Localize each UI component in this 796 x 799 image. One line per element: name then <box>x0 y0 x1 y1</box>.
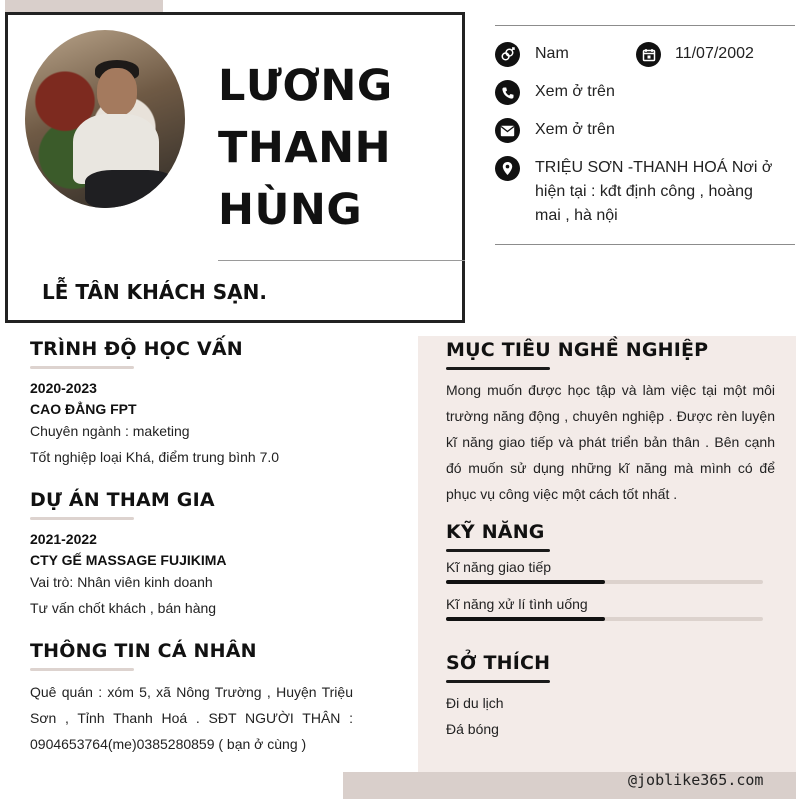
email-icon <box>495 118 520 143</box>
name-line-2: THANH <box>218 123 392 173</box>
skills-underline <box>446 549 550 552</box>
location-icon <box>495 156 520 181</box>
hobbies-underline <box>446 680 550 683</box>
personal-section <box>30 640 353 757</box>
gender-icon <box>495 42 520 67</box>
contact-divider-bottom <box>495 244 795 245</box>
projects-underline <box>30 517 134 520</box>
objective-section <box>446 339 775 507</box>
skill-label-1: Kĩ năng giao tiếp <box>446 559 552 575</box>
skills-title: KỸ NĂNG <box>446 521 545 543</box>
projects-title: DỰ ÁN THAM GIA <box>30 489 215 511</box>
phone-value: Xem ở trên <box>535 83 615 100</box>
full-name <box>218 55 458 241</box>
personal-title: THÔNG TIN CÁ NHÂN <box>30 640 257 662</box>
calendar-icon <box>636 42 661 67</box>
objective-text: Mong muốn được học tập và làm việc tại một môi trường năng động , chuyên nghiệp . Được rèn luyện kĩ năng giao tiếp và phát triển bản thân . Bên cạnh đó muốn sử dụng những kĩ năng mà mình có để phục vụ công việc một cách tốt nhất . <box>446 382 775 502</box>
skill-label-2: Kĩ năng xử lí tình uống <box>446 596 588 612</box>
skills-section <box>446 521 763 621</box>
skill-bar-1 <box>446 580 763 584</box>
hobbies-section <box>446 652 763 742</box>
skill-bar-fill-2 <box>446 617 605 621</box>
education-school: CAO ĐẲNG FPT <box>30 401 137 417</box>
skill-bar-2 <box>446 617 763 621</box>
name-line-1: LƯƠNG <box>218 61 393 111</box>
education-section <box>30 338 355 470</box>
name-divider <box>218 260 465 261</box>
address-value: TRIỆU SƠN -THANH HOÁ Nơi ở hiện tại : kđt định công , hoàng mai , hà nội <box>535 159 773 224</box>
projects-company: CTY GẾ MASSAGE FUJIKIMA <box>30 552 227 568</box>
objective-underline <box>446 367 550 370</box>
skill-bar-fill-1 <box>446 580 605 584</box>
job-title: LỄ TÂN KHÁCH SẠN. <box>42 280 267 304</box>
hobby-item-2: Đá bóng <box>446 721 499 737</box>
hobby-item-1: Đi du lịch <box>446 695 504 711</box>
education-underline <box>30 366 134 369</box>
email-value: Xem ở trên <box>535 121 615 138</box>
phone-icon <box>495 80 520 105</box>
hobbies-title: SỞ THÍCH <box>446 652 551 674</box>
birthdate-value: 11/07/2002 <box>675 45 754 62</box>
gender-value: Nam <box>535 45 569 62</box>
contact-divider-top <box>495 25 795 26</box>
education-major: Chuyên ngành : maketing <box>30 423 190 439</box>
profile-photo <box>25 30 185 208</box>
education-result: Tốt nghiệp loại Khá, điểm trung bình 7.0 <box>30 449 280 465</box>
education-years: 2020-2023 <box>30 380 97 396</box>
name-line-3: HÙNG <box>218 185 363 235</box>
projects-section <box>30 489 355 621</box>
education-title: TRÌNH ĐỘ HỌC VẤN <box>30 338 243 360</box>
personal-underline <box>30 668 134 671</box>
projects-task: Tư vấn chốt khách , bán hàng <box>30 600 217 616</box>
projects-years: 2021-2022 <box>30 531 97 547</box>
projects-role: Vai trò: Nhân viên kinh doanh <box>30 574 213 590</box>
footer-watermark: @joblike365.com <box>628 771 764 789</box>
objective-title: MỤC TIÊU NGHỀ NGHIỆP <box>446 339 709 361</box>
personal-text: Quê quán : xóm 5, xã Nông Trường , Huyện Triệu Sơn , Tỉnh Thanh Hoá . SĐT NGƯỜI THÂN : 0904653764(me)0385280859 ( bạn ở cùng ) <box>30 684 353 752</box>
